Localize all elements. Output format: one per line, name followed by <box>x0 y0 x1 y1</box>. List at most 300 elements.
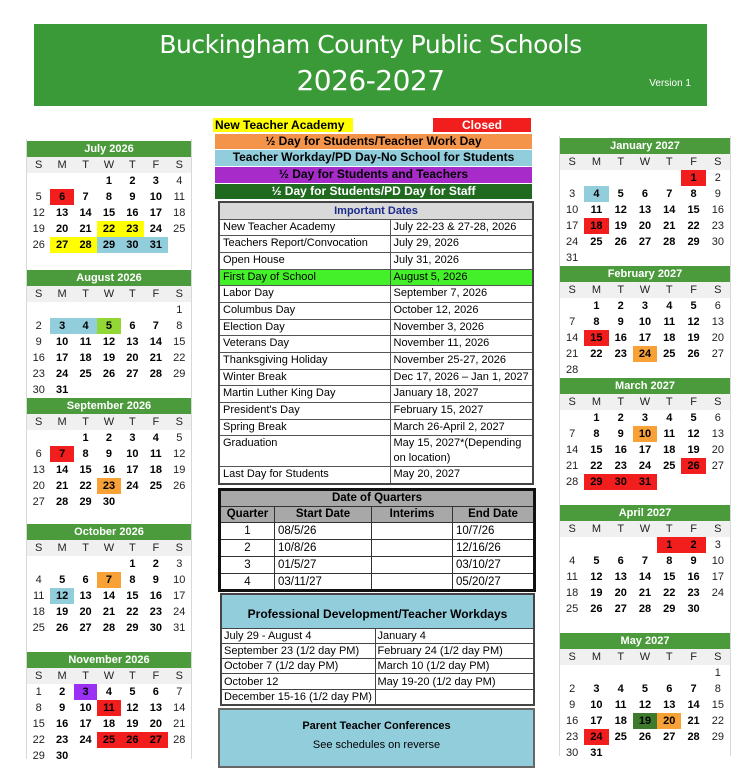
day-cell: 20 <box>56 223 69 235</box>
col-end-date: End Date <box>453 506 535 523</box>
weekday-label: S <box>568 523 576 535</box>
empty-day-cell <box>97 302 120 318</box>
day-cell: 29 <box>663 603 676 615</box>
day-cell: 23 <box>711 220 724 232</box>
day-cell: 4 <box>666 300 673 312</box>
pd-row <box>221 674 534 689</box>
day-cell: 26 <box>173 480 186 492</box>
day-cell: 13 <box>614 571 627 583</box>
important-date-row <box>219 252 533 269</box>
quarters-table <box>218 488 536 592</box>
weekday-label: T <box>82 416 89 428</box>
empty-day-cell <box>50 302 73 318</box>
empty-day-cell <box>50 430 73 446</box>
day-cell: 10 <box>56 336 69 348</box>
month-calendar <box>560 505 730 617</box>
event-name: Graduation <box>219 436 390 467</box>
day-cell: 28 <box>687 731 700 743</box>
day-cell: 3 <box>593 683 600 695</box>
pd-date: July 29 - August 4 <box>221 628 375 643</box>
day-cell: 22 <box>97 221 120 237</box>
pd-row <box>221 643 534 658</box>
day-cell: 17 <box>638 332 652 344</box>
weekday-header-row <box>560 154 730 170</box>
pd-date: December 15-16 (1/2 day PM) <box>221 689 375 705</box>
day-cell: 28 <box>566 476 579 488</box>
month-calendar <box>27 524 191 636</box>
day-cell: 31 <box>144 237 167 253</box>
day-cell: 12 <box>50 588 73 604</box>
day-cell: 31 <box>566 252 579 264</box>
day-cell: 30 <box>566 747 579 759</box>
event-date: November 3, 2026 <box>390 319 533 336</box>
pd-date: October 12 <box>221 674 375 689</box>
day-cell: 21 <box>56 480 69 492</box>
day-cell: 7 <box>176 686 183 698</box>
weekday-label: F <box>690 284 697 296</box>
weekday-label: S <box>568 284 576 296</box>
empty-day-cell <box>681 665 705 681</box>
quarter-number: 2 <box>220 540 275 557</box>
event-name: Election Day <box>219 319 390 336</box>
legend-half-day-teacher-work: ½ Day for Students/Teacher Work Day <box>215 134 532 149</box>
day-cell: 20 <box>32 480 45 492</box>
day-cell: 15 <box>663 571 676 583</box>
day-cell: 2 <box>129 175 136 187</box>
day-cell: 3 <box>176 558 183 570</box>
day-cell: 19 <box>56 606 69 618</box>
day-cell: 11 <box>663 428 676 440</box>
day-cell: 30 <box>121 237 144 253</box>
day-cell: 10 <box>633 426 657 442</box>
weekday-label: F <box>152 542 160 554</box>
month-title: January 2027 <box>560 138 730 154</box>
day-cell: 13 <box>663 699 676 711</box>
day-cell: 15 <box>79 464 92 476</box>
day-cell: 6 <box>50 189 73 205</box>
day-cell: 19 <box>687 332 700 344</box>
day-cell: 18 <box>663 444 676 456</box>
day-cell: 9 <box>105 448 113 460</box>
day-cell: 1 <box>82 432 89 444</box>
day-cell: 26 <box>32 239 45 251</box>
important-date-row <box>219 302 533 319</box>
day-cell: 13 <box>56 207 69 219</box>
day-cell: 3 <box>129 432 136 444</box>
weekday-label: T <box>129 159 136 171</box>
quarter-number: 3 <box>220 557 275 574</box>
quarter-number: 1 <box>220 523 275 540</box>
day-cell: 12 <box>126 702 139 714</box>
day-cell: 19 <box>32 223 45 235</box>
weekday-header-row <box>27 286 191 302</box>
day-cell: 20 <box>711 332 724 344</box>
empty-day-cell <box>560 410 584 426</box>
day-cell: 20 <box>614 587 627 599</box>
weekday-label: M <box>591 523 601 535</box>
day-cell: 30 <box>687 603 700 615</box>
day-cell: 7 <box>641 555 649 567</box>
weekday-label: M <box>57 288 67 300</box>
day-cell: 14 <box>173 702 186 714</box>
day-cell: 19 <box>633 713 657 729</box>
pd-date: February 24 (1/2 day PM) <box>375 643 534 658</box>
day-cell: 16 <box>711 204 724 216</box>
month-calendar <box>560 266 730 378</box>
day-cell: 22 <box>79 480 92 492</box>
weekday-label: W <box>103 288 115 300</box>
day-cell: 3 <box>641 412 649 424</box>
weekday-label: S <box>714 284 722 296</box>
quarter-row <box>220 557 535 574</box>
weekday-label: S <box>714 396 722 408</box>
day-cell: 16 <box>56 718 69 730</box>
interim-date <box>372 557 453 574</box>
day-cell: 2 <box>569 683 576 695</box>
weekday-label: S <box>35 288 43 300</box>
day-cell: 8 <box>176 320 183 332</box>
day-cell: 4 <box>35 574 42 586</box>
day-cell: 15 <box>126 590 139 602</box>
month-calendar <box>560 138 730 266</box>
weekday-label: T <box>665 284 673 296</box>
day-cell: 14 <box>56 464 69 476</box>
interim-date <box>372 574 453 591</box>
day-cell: 30 <box>711 236 724 248</box>
day-cell: 5 <box>129 686 136 698</box>
weekday-label: W <box>639 523 651 535</box>
day-cell: 10 <box>126 448 139 460</box>
day-cell: 5 <box>176 432 183 444</box>
day-cell: 14 <box>687 699 700 711</box>
day-cell: 12 <box>173 448 186 460</box>
day-cell: 26 <box>56 622 69 634</box>
day-cell: 8 <box>35 702 42 714</box>
day-cell: 22 <box>590 348 603 360</box>
day-cell: 11 <box>150 448 162 460</box>
weekday-label: W <box>639 651 651 663</box>
day-cell: 3 <box>152 175 159 187</box>
weekday-label: T <box>617 396 625 408</box>
day-cell: 5 <box>59 574 66 586</box>
empty-day-cell <box>657 665 681 681</box>
day-cell: 11 <box>663 316 676 328</box>
day-cell: 14 <box>149 336 162 348</box>
important-date-row <box>219 467 533 484</box>
day-cell: 3 <box>74 684 97 700</box>
days-grid <box>27 430 191 510</box>
day-cell: 29 <box>687 236 700 248</box>
day-cell: 22 <box>126 606 139 618</box>
version-label: Version 1 <box>649 78 691 89</box>
day-cell: 4 <box>105 686 113 698</box>
weekday-label: T <box>665 651 673 663</box>
day-cell: 27 <box>144 732 167 748</box>
day-cell: 2 <box>617 412 624 424</box>
day-cell: 18 <box>663 332 676 344</box>
day-cell: 28 <box>74 237 97 253</box>
empty-day-cell <box>121 302 144 318</box>
empty-day-cell <box>609 665 633 681</box>
month-calendar <box>560 378 730 490</box>
day-cell: 7 <box>569 428 576 440</box>
weekday-label: S <box>568 156 576 168</box>
day-cell: 19 <box>687 444 700 456</box>
weekday-label: T <box>129 542 136 554</box>
days-grid <box>27 684 191 764</box>
weekday-label: S <box>175 288 183 300</box>
day-cell: 10 <box>173 574 186 586</box>
legend-closed: Closed <box>433 118 531 132</box>
day-cell: 24 <box>173 606 186 618</box>
day-cell: 19 <box>102 352 116 364</box>
day-cell: 11 <box>33 590 45 602</box>
day-cell: 12 <box>687 316 700 328</box>
day-cell: 15 <box>584 330 608 346</box>
day-cell: 18 <box>32 606 45 618</box>
day-cell: 17 <box>566 220 579 232</box>
weekday-label: F <box>690 651 697 663</box>
weekday-header-row <box>560 394 730 410</box>
day-cell: 8 <box>666 555 673 567</box>
day-cell: 3 <box>714 539 721 551</box>
day-cell: 15 <box>173 336 186 348</box>
day-cell: 5 <box>617 188 624 200</box>
day-cell: 14 <box>102 590 116 602</box>
weekday-label: M <box>591 651 601 663</box>
day-cell: 1 <box>35 686 42 698</box>
day-cell: 16 <box>32 352 45 364</box>
weekday-label: S <box>175 159 183 171</box>
day-cell: 27 <box>711 460 724 472</box>
days-grid <box>560 665 730 761</box>
day-cell: 20 <box>149 718 162 730</box>
day-cell: 23 <box>614 460 627 472</box>
month-calendar <box>27 652 191 764</box>
day-cell: 9 <box>35 336 42 348</box>
day-cell: 2 <box>105 432 113 444</box>
day-cell: 9 <box>59 702 66 714</box>
day-cell: 6 <box>714 412 721 424</box>
day-cell: 23 <box>56 734 69 746</box>
day-cell: 13 <box>711 316 724 328</box>
weekday-label: T <box>617 156 625 168</box>
month-calendar <box>27 398 191 510</box>
col-quarter: Quarter <box>220 506 275 523</box>
day-cell: 21 <box>566 460 579 472</box>
month-title: March 2027 <box>560 378 730 394</box>
day-cell: 8 <box>593 428 600 440</box>
days-grid <box>560 170 730 266</box>
day-cell: 9 <box>569 699 576 711</box>
weekday-label: W <box>103 159 115 171</box>
day-cell: 10 <box>149 191 162 203</box>
day-cell: 19 <box>126 718 139 730</box>
start-date: 08/5/26 <box>275 523 372 540</box>
day-cell: 6 <box>617 555 624 567</box>
weekday-label: M <box>591 284 601 296</box>
day-cell: 13 <box>149 702 162 714</box>
day-cell: 27 <box>79 622 92 634</box>
start-date: 10/8/26 <box>275 540 372 557</box>
day-cell: 17 <box>590 715 603 727</box>
month-calendar <box>27 270 191 398</box>
day-cell: 6 <box>714 300 721 312</box>
day-cell: 29 <box>97 237 120 253</box>
day-cell: 21 <box>687 715 700 727</box>
day-cell: 19 <box>590 587 603 599</box>
day-cell: 16 <box>687 571 700 583</box>
day-cell: 6 <box>35 448 42 460</box>
month-title: August 2026 <box>27 270 191 286</box>
day-cell: 29 <box>711 731 724 743</box>
weekday-header-row <box>560 282 730 298</box>
day-cell: 16 <box>126 207 139 219</box>
weekday-label: S <box>35 159 43 171</box>
weekday-label: W <box>103 670 115 682</box>
day-cell: 27 <box>614 603 627 615</box>
event-name: First Day of School <box>219 269 390 286</box>
event-date: February 15, 2027 <box>390 403 533 420</box>
weekday-label: F <box>152 416 160 428</box>
day-cell: 15 <box>711 699 724 711</box>
day-cell: 13 <box>32 464 45 476</box>
weekday-label: S <box>35 670 43 682</box>
quarter-row <box>220 574 535 591</box>
legend-half-day-students-teachers: ½ Day for Students and Teachers <box>215 167 532 183</box>
day-cell: 12 <box>102 336 116 348</box>
end-date: 03/10/27 <box>453 557 535 574</box>
day-cell: 24 <box>79 734 92 746</box>
empty-day-cell <box>144 302 167 318</box>
day-cell: 29 <box>79 496 92 508</box>
day-cell: 30 <box>56 750 69 762</box>
parent-teacher-conferences <box>218 708 535 768</box>
end-date: 10/7/26 <box>453 523 535 540</box>
empty-day-cell <box>657 170 681 186</box>
day-cell: 17 <box>79 718 92 730</box>
month-title: September 2026 <box>27 398 191 414</box>
day-cell: 8 <box>690 188 697 200</box>
weekday-header-row <box>27 157 191 173</box>
weekday-label: T <box>129 416 136 428</box>
empty-day-cell <box>27 302 50 318</box>
day-cell: 11 <box>79 336 92 348</box>
empty-day-cell <box>560 537 584 553</box>
empty-day-cell <box>560 665 584 681</box>
day-cell: 3 <box>641 300 649 312</box>
day-cell: 4 <box>74 318 97 334</box>
day-cell: 1 <box>657 537 681 553</box>
ptc-title: Parent Teacher Conferences <box>302 720 451 732</box>
end-date: 05/20/27 <box>453 574 535 591</box>
important-date-row <box>219 219 533 236</box>
days-grid <box>560 537 730 617</box>
day-cell: 24 <box>638 460 652 472</box>
day-cell: 5 <box>593 555 600 567</box>
day-cell: 11 <box>590 204 603 216</box>
school-year: 2026-2027 <box>296 64 445 97</box>
day-cell: 2 <box>35 320 42 332</box>
days-grid <box>27 302 191 398</box>
day-cell: 27 <box>638 236 652 248</box>
day-cell: 21 <box>102 606 116 618</box>
important-date-row <box>219 353 533 370</box>
weekday-label: F <box>152 159 160 171</box>
weekday-label: W <box>103 542 115 554</box>
weekday-label: S <box>714 156 722 168</box>
days-grid <box>560 298 730 378</box>
day-cell: 8 <box>82 448 89 460</box>
day-cell: 4 <box>152 432 159 444</box>
weekday-label: M <box>57 416 67 428</box>
pd-title: Professional Development/Teacher Workdays <box>221 594 534 628</box>
day-cell: 16 <box>566 715 579 727</box>
day-cell: 10 <box>638 316 652 328</box>
day-cell: 22 <box>590 460 603 472</box>
day-cell: 21 <box>566 348 579 360</box>
day-cell: 14 <box>663 204 676 216</box>
day-cell: 7 <box>152 320 159 332</box>
event-date: August 5, 2026 <box>390 269 533 286</box>
day-cell: 12 <box>638 699 652 711</box>
day-cell: 4 <box>569 555 576 567</box>
weekday-label: F <box>152 288 160 300</box>
days-grid <box>27 173 191 253</box>
day-cell: 14 <box>566 444 579 456</box>
weekday-label: T <box>665 156 673 168</box>
day-cell: 13 <box>126 336 139 348</box>
day-cell: 28 <box>663 236 676 248</box>
weekday-label: S <box>568 396 576 408</box>
day-cell: 24 <box>584 729 608 745</box>
weekday-label: T <box>665 523 673 535</box>
day-cell: 19 <box>173 464 186 476</box>
pd-workdays-table <box>220 593 535 706</box>
weekday-label: S <box>568 651 576 663</box>
event-date: Dec 17, 2026 – Jan 1, 2027 <box>390 369 533 386</box>
day-cell: 9 <box>714 188 721 200</box>
interim-date <box>372 523 453 540</box>
day-cell: 4 <box>176 175 183 187</box>
day-cell: 13 <box>711 428 724 440</box>
weekday-label: S <box>35 542 43 554</box>
weekday-label: S <box>175 670 183 682</box>
pd-date: October 7 (1/2 day PM) <box>221 659 375 674</box>
event-date: March 26-April 2, 2027 <box>390 419 533 436</box>
day-cell: 1 <box>105 175 113 187</box>
ptc-note: See schedules on reverse <box>312 739 441 751</box>
days-grid <box>560 410 730 490</box>
day-cell: 22 <box>687 220 700 232</box>
quarters-title: Date of Quarters <box>220 490 535 507</box>
weekday-label: S <box>35 416 43 428</box>
weekday-label: W <box>103 416 115 428</box>
event-date: January 18, 2027 <box>390 386 533 403</box>
day-cell: 8 <box>593 316 600 328</box>
day-cell: 25 <box>79 368 92 380</box>
day-cell: 23 <box>32 368 45 380</box>
day-cell: 13 <box>79 590 92 602</box>
event-date: July 31, 2026 <box>390 252 533 269</box>
weekday-label: T <box>617 651 625 663</box>
day-cell: 24 <box>633 346 657 362</box>
day-cell: 21 <box>663 220 676 232</box>
month-calendar <box>27 141 191 253</box>
day-cell: 5 <box>690 300 697 312</box>
day-cell: 24 <box>566 236 579 248</box>
day-cell: 6 <box>641 188 649 200</box>
